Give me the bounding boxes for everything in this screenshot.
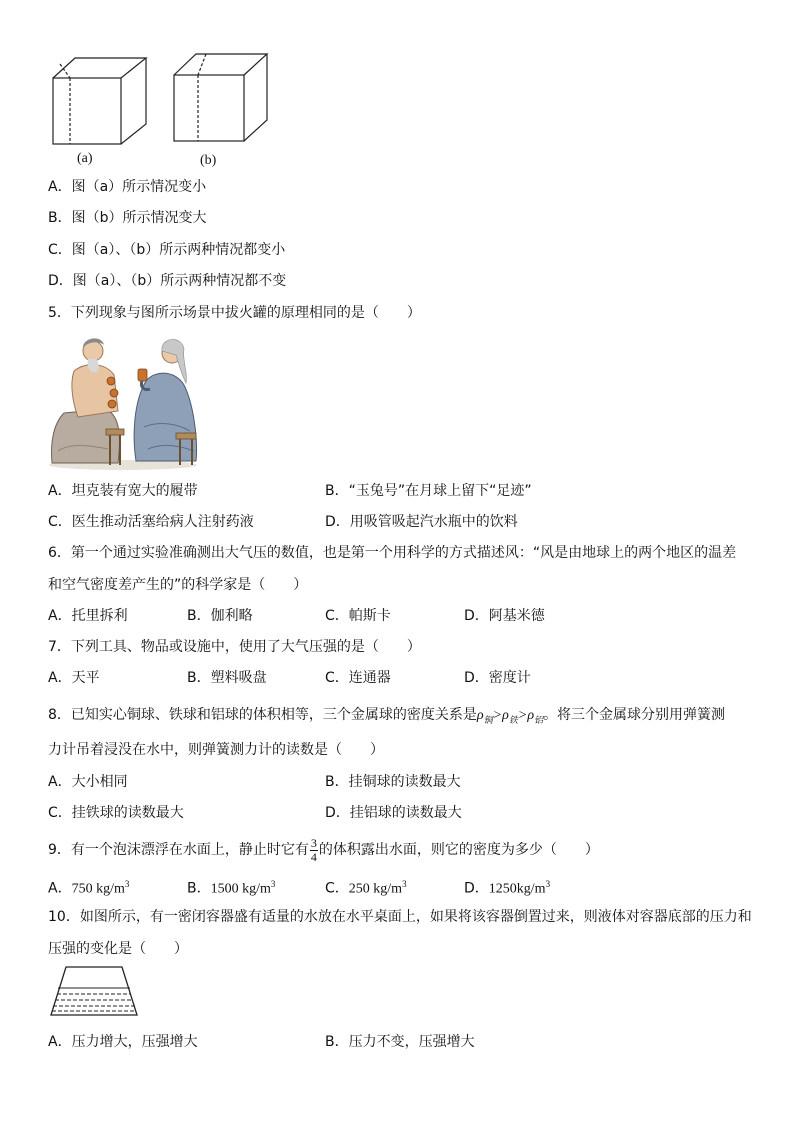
- figure-label-b: (b): [200, 153, 217, 168]
- cube-a-front: [53, 78, 121, 144]
- q7-option-b: B．塑料吸盘: [187, 670, 267, 686]
- q7-option-a: A．天平: [48, 670, 100, 686]
- cube-a-side: [121, 58, 146, 144]
- q6-option-c: C．帕斯卡: [325, 608, 391, 624]
- q8-stem-post: 。将三个金属球分别用弹簧测: [543, 707, 726, 723]
- q5-stem: 5．下列现象与图所示场景中拔火罐的原理相同的是（ ）: [48, 305, 421, 321]
- q8-stem-line1: [48, 705, 725, 730]
- q8-stem-pre: 8．已知实心铜球、铁球和铝球的体积相等，三个金属球的密度关系是: [48, 707, 477, 723]
- q5-option-a: A．坦克装有宽大的履带: [48, 483, 198, 499]
- q9-option-c: C．250 $kg/m^3$: [325, 879, 407, 897]
- q6-option-a: A．托里拆利: [48, 608, 128, 624]
- q4-option-b: B．图（b）所示情况变大: [48, 210, 207, 226]
- q9-option-d: D．$1250kg/m^3$: [464, 879, 551, 897]
- q6-option-b: B．伽利略: [187, 608, 253, 624]
- q4-option-c: C．图（a）、（b）所示两种情况都变小: [48, 242, 286, 258]
- q10-option-b: B．压力不变，压强增大: [325, 1034, 475, 1050]
- cupping-illustration: [48, 331, 200, 471]
- q9-fraction: $\frac{3}{4}$: [310, 835, 317, 864]
- container-outline: [51, 967, 137, 1015]
- cube-b-side: [244, 54, 267, 141]
- q10-stem-line1: 10．如图所示，有一密闭容器盛有适量的水放在水平桌面上，如果将该容器倒置过来，则液体对容器底部的压力和: [48, 909, 752, 925]
- q6-stem-line1: 6．第一个通过实验准确测出大气压的数值，也是第一个用科学的方式描述风：“风是由地球上的两个地区的温差: [48, 545, 737, 561]
- cube-b-dash-top: [198, 54, 206, 75]
- q8-option-c: C．挂铁球的读数最大: [48, 805, 184, 821]
- q7-option-c: C．连通器: [325, 670, 391, 686]
- q7-stem: 7．下列工具、物品或设施中，使用了大气压强的是（ ）: [48, 639, 421, 655]
- q10-stem-line2: 压强的变化是（ ）: [48, 941, 188, 957]
- q8-stem-line2: 力计吊着浸没在水中，则弹簧测力计的读数是（ ）: [48, 742, 384, 758]
- q7-option-d: D．密度计: [464, 670, 531, 686]
- container-figure: [48, 964, 140, 1020]
- q5-option-d: D．用吸管吸起汽水瓶中的饮料: [325, 514, 518, 530]
- q6-stem-line2: 和空气密度差产生的”的科学家是（ ）: [48, 577, 308, 593]
- cube-b-front: [174, 75, 244, 141]
- q8-option-a: A．大小相同: [48, 774, 128, 790]
- q6-option-d: D．阿基米德: [464, 608, 545, 624]
- q8-option-b: B．挂铜球的读数最大: [325, 774, 461, 790]
- q8-density-relation: $\rho_铜>\rho_铁>\rho_铝$: [476, 708, 544, 725]
- q4-option-a: A．图（a）所示情况变小: [48, 179, 207, 195]
- q5-option-c: C．医生推动活塞给病人注射药液: [48, 514, 254, 530]
- q4-option-d: D．图（a）、（b）所示两种情况都不变: [48, 273, 287, 289]
- q10-option-a: A．压力增大，压强增大: [48, 1034, 198, 1050]
- q9-option-b: B．1500 $kg/m^3$: [187, 879, 276, 897]
- q5-option-b: B．“玉兔号”在月球上留下“足迹”: [325, 483, 532, 499]
- cube-a-top: [53, 58, 146, 78]
- q8-option-d: D．挂铝球的读数最大: [325, 805, 462, 821]
- figure-label-a: (a): [77, 151, 93, 166]
- q9-option-a: A．750 $kg/m^3$: [48, 879, 130, 897]
- cube-b-top: [174, 54, 267, 75]
- q9-stem: 9．有一个泡沫漂浮在水面上，静止时它有 $\frac{3}{4}$ 的体积露出水面，则它的密度为多少（ ）: [48, 835, 599, 864]
